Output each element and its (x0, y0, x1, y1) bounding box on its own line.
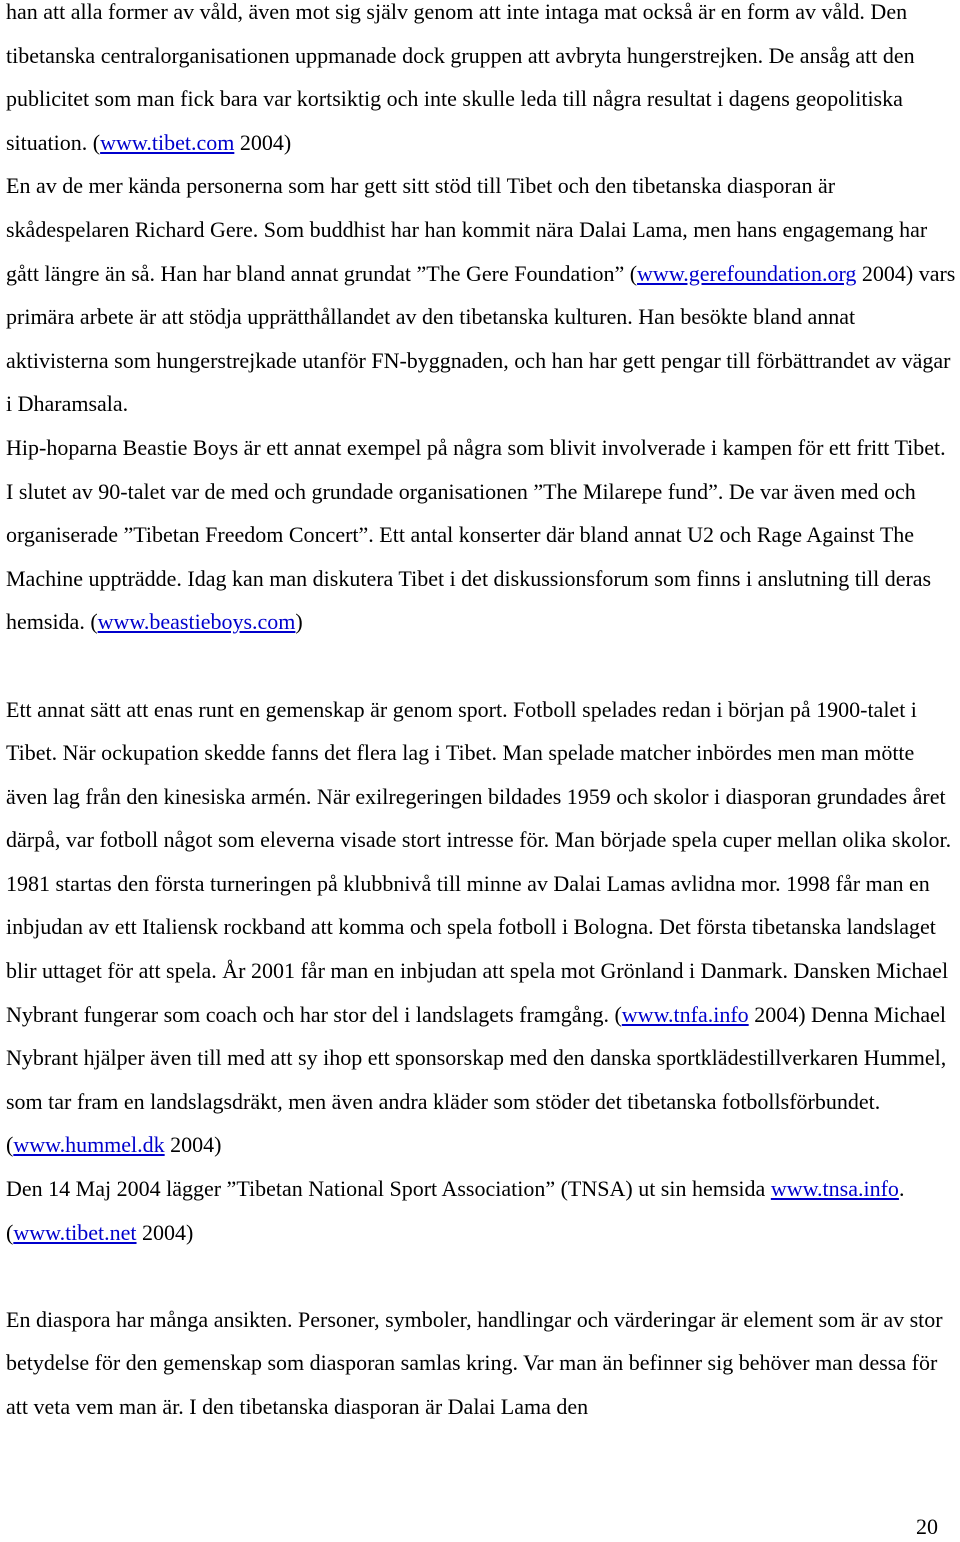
paragraph-text: ) (295, 609, 303, 635)
paragraph-text: . ( (6, 1176, 905, 1245)
link-tnfa[interactable]: www.tnfa.info (621, 1001, 749, 1027)
link-hummel[interactable]: www.hummel.dk (13, 1132, 165, 1158)
paragraph-gap (6, 644, 956, 688)
link-tnsa[interactable]: www.tnsa.info (770, 1176, 899, 1202)
paragraph-text: 2004) vars primära arbete är att stödja upprätthållandet av den tibetanska kulturen. Han besökte bland annat aktivisterna som hungerstrejkade utanför FN-byggnaden, och han har gett pengar till förbättrandet av vägar i Dharamsala. (6, 260, 956, 417)
link-tibet-com[interactable]: www.tibet.com (100, 129, 235, 155)
paragraph-diaspora (6, 1298, 956, 1429)
paragraph-text: 2004) (164, 1132, 222, 1158)
paragraph-text: 2004) Denna Michael Nybrant hjälper även till med att sy ihop ett sponsorskap med den danska sportklädestillverkaren Hummel, som tar fram en landslagsdräkt, men även andra kläder som stöder det tibetanska fotbollsförbundet. ( (6, 1001, 947, 1158)
document-page (6, 0, 956, 1429)
paragraph-beastie-boys (6, 426, 956, 644)
page-number: 20 (916, 1514, 938, 1539)
link-tibet-net[interactable]: www.tibet.net (13, 1219, 137, 1245)
paragraph-text: Den 14 Maj 2004 lägger ”Tibetan National Sport Association” (TNSA) ut sin hemsida (6, 1176, 771, 1202)
paragraph-text: En av de mer kända personerna som har gett sitt stöd till Tibet och den tibetanska diasporan är skådespelaren Richard Gere. Som buddhist har han kommit nära Dalai Lama, men hans engagemang har gått längre än så. Han har bland annat grundat ”The Gere Foundation” ( (6, 173, 928, 286)
paragraph-text: 2004) (136, 1219, 194, 1245)
paragraph-hunger-strike (6, 0, 956, 164)
link-gerefoundation[interactable]: www.gerefoundation.org (637, 260, 857, 286)
paragraph-text: En diaspora har många ansikten. Personer, symboler, handlingar och värderingar är element som är av stor betydelse för den gemenskap som diasporan samlas kring. Var man än befinner sig behöver man dessa för att veta vem man är. I den tibetanska diasporan är Dalai Lama den (6, 1306, 943, 1419)
paragraph-text: Ett annat sätt att enas runt en gemenskap är genom sport. Fotboll spelades redan i början på 1900-talet i Tibet. När ockupation skedde fanns det flera lag i Tibet. Man spelade matcher inbördes men man mötte även lag från den kinesiska armén. När exilregeringen bildades 1959 och skolor i diasporan grundades året därpå, var fotboll något som eleverna visade stort intresse för. Man började spela cuper mellan olika skolor. 1981 startas den första turneringen på klubbnivå till minne av Dalai Lamas avlidna mor. 1998 får man en inbjudan av ett Italiensk rockband att komma och spela fotboll i Bologna. Det första tibetanska landslaget blir uttaget för att spela. År 2001 får man en inbjudan att spela mot Grönland i Danmark. Dansken Michael Nybrant fungerar som coach och har stor del i landslagets framgång. ( (6, 696, 952, 1027)
paragraph-text: han att alla former av våld, även mot sig själv genom att inte intaga mat också är en form av våld. Den tibetanska centralorganisationen uppmanade dock gruppen att avbryta hungerstrejken. De ansåg att den publicitet som man fick bara var kortsiktig och inte skulle leda till några resultat i dagens geopolitiska situation. ( (6, 0, 915, 155)
paragraph-text: Hip-hoparna Beastie Boys är ett annat exempel på några som blivit involverade i kampen för ett fritt Tibet. I slutet av 90-talet var de med och grundade organisationen ”The Milarepe fund”. De var även med och organiserade ”Tibetan Freedom Concert”. Ett antal konserter där bland annat U2 och Rage Against The Machine uppträdde. Idag kan man diskutera Tibet i det diskussionsforum som finns i anslutning till deras hemsida. ( (6, 434, 946, 635)
link-beastieboys[interactable]: www.beastieboys.com (97, 609, 296, 635)
paragraph-tnsa (6, 1167, 956, 1254)
paragraph-richard-gere (6, 164, 956, 426)
paragraph-text: 2004) (234, 129, 292, 155)
paragraph-football (6, 688, 956, 1168)
paragraph-gap (6, 1254, 956, 1298)
